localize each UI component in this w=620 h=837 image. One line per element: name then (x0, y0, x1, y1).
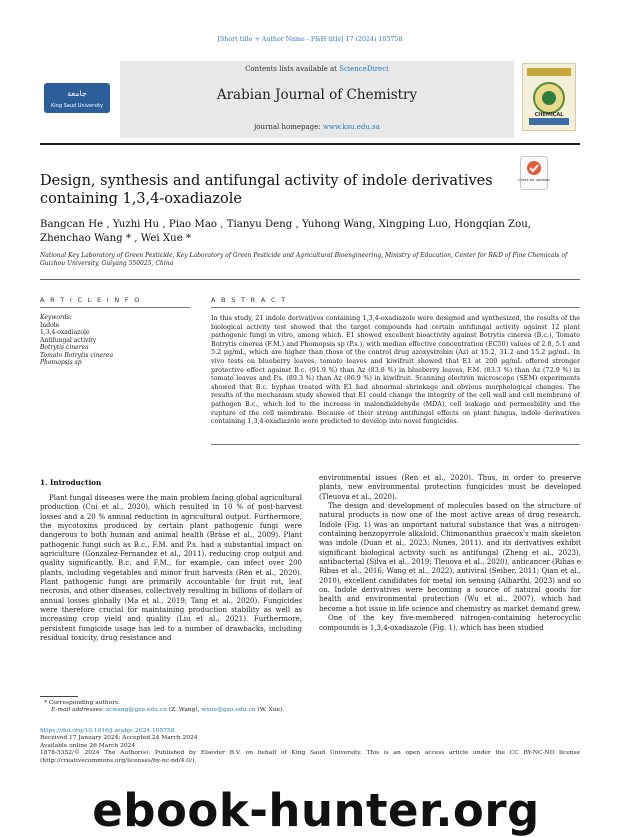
paragraph: Plant fungal diseases were the main problem facing global agricultural production (Cui et al., 2020), which resulted in 10 % of post-harvest losses and a 20 % annual reduction in agricultural output. Furthermore, the mycotoxins produced by certain plant pathogenic fungi were dangerous to both human and animal health (Bräse et al., 2009). Plant pathogenic fungi such as B.c., F.M. and P.s. had a substantial impact on agriculture (Gonzalez-Fernandez et al., 2011). reducing crop output and quality significantly. B.c. and F.M., for example, can infect over 200 plants, including vegetables and minor fruit harvests (Ren et al., 2020). Plant pathogenic fungi are primarily accountable for fruit rot, leaf necrosis, and other diseases, collectively resulting in billions of dollars of annual losses globally (Ma et al., 2019; Tang et al., 2020). Fungicides were therefore crucial for maintaining production stability as well as increasing crop yield and quality (Liu et al., 2021). Furthermore, persistent fungicide usage has led to a number of drawbacks, including residual toxicity, drug resistance and (40, 494, 302, 643)
keywords-label: Keywords: (40, 314, 72, 321)
keyword: Indole (40, 321, 60, 329)
sciencedirect-link[interactable]: ScienceDirect (339, 65, 389, 73)
abstract-end-rule (211, 444, 580, 445)
affiliation: National Key Laboratory of Green Pesticide, Key Laboratory of Green Pesticide and Agricultural Bioengineering, Ministry of Education, Center for R&D of Fine Chemicals of Guizhou University, Guiyang 550025, China (40, 252, 568, 267)
author-list (40, 218, 570, 246)
contents-line: Contents lists available at ScienceDirect (245, 65, 389, 73)
corresponding-note: * Corresponding authors. (44, 700, 120, 706)
abstract-text: In this study, 21 indole derivatives containing 1,3,4-oxadiazole were designed and synthesized, the results of the biological activity test showed that the target compounds had certain antifungal activity against 12 plant pathogenic fungi in vitro, among which. E1 showed excellent bioactivity against Botrytis cinerea (B.c.), Tomato Botrytis cinerea (F.M.) and Phomopsis sp (P.s.), with median effective concentration (EC50) values of 2.8, 5.1 and 5.2 μg/mL, which are higher than those of the control drug azoxystrobin (Az) at 15.2, 31.2 and 15.2 μg/mL. In vivo tests on blueberry leaves, tomato leaves and kiwifruit showed that E1 at 200 μg/mL offered stronger protective effect against B.c. (91.9 %) than Az (83.8 %) in blueberry leaves, F.M. (83.3 %) than Az (72.9 %) in tomato leaves and P.s. (89.3 %) than Az (86.9 %) in kiwifruit. Scanning electron microscope (SEM) experiments showed that B.c. hyphae treated with E1 had abnormal shrinkage and obvious morphological changes. The results of the mechanism study showed that E1 could change the integrity of the cell wall and cell membrane of pathogen B.c., which led to the increase in malondialdehyde (MDA), cell leakage and permeability and the rupture of the cell membrane. Because of their strong antifungal effects on plant fungus, indole derivatives containing 1,3,4-oxadiazole were predicted to develop into novel fungicides. (211, 314, 580, 426)
abstract-heading: A B S T R A C T (211, 296, 287, 304)
watermark: ebook-hunter.org (92, 784, 540, 837)
keyword: Tomato Botrytis cinerea (40, 351, 114, 359)
authors-line-2: Zhenchao Wang * , Wei Xue * (40, 233, 192, 244)
available-online: Available online 26 March 2024 (40, 742, 136, 749)
doi-link[interactable]: https://doi.org/10.1016/j.arabjc.2024.105758 (40, 728, 175, 734)
paragraph: The design and development of molecules based on the structure of natural products is now one of the most active areas of drug research. Indole (Fig. 1) was an important natural substance that was a nitrogen-containing benzopyrrole alkaloid. Chimonanthus praecox's main skeleton was indole (Duan et al., 2023; Nunes, 2011). and its derivatives exhibit significant biological activity such as antifungal (Zheng et al., 2023), antibacterial (Silva et al., 2019; Tleuova et al., 2020), anticancer (Ribas e Ribas et al., 2016; Wang et al., 2022), antiviral (Seiber, 2011; Qian et al., 2010), excellent candidates for metal ion sensing (Alharthi, 2023) and so on. Indole derivatives were becoming a source of natural goods for health and environmental protection (Wu et al., 2007), which had become a hot issue in life science and chemistry as market demand grew. (319, 502, 581, 613)
received-accepted: Received 17 January 2024; Accepted 24 March 2024 (40, 735, 198, 742)
journal-cover (518, 61, 580, 138)
cover-image (522, 63, 576, 131)
running-head: [Short title + Author Name - P&H title] 17 (2024) 105758 (217, 36, 403, 43)
university-logo (40, 61, 118, 138)
homepage-line: journal homepage: www.ksu.edu.sa (254, 123, 380, 131)
keywords-block (40, 314, 190, 367)
svg-text:جامعة: جامعة (67, 89, 87, 98)
journal-banner (120, 61, 514, 138)
university-logo-text: King Saud University (51, 103, 103, 109)
article-dates (40, 728, 580, 765)
abstract-rule (211, 307, 580, 308)
homepage-link[interactable]: www.ksu.edu.sa (322, 123, 380, 131)
keyword: 1,3,4-oxadiazole (40, 329, 90, 336)
footnotes (44, 700, 584, 715)
intro-right-column (319, 474, 581, 633)
email-line: E-mail addresses: zcwang@gzu.edu.cn (Z. Wang), wxue@gzu.edu.cn (W. Xue). (51, 707, 285, 714)
article-info-heading: A R T I C L E I N F O (40, 296, 142, 304)
email-link[interactable]: zcwang@gzu.edu.cn (105, 707, 167, 714)
keyword: Phomopsis sp (40, 359, 82, 366)
check-for-updates-badge[interactable] (520, 156, 548, 190)
header-rule (40, 143, 580, 145)
keyword: Botrytis cinerea (40, 344, 89, 351)
university-logo-icon (44, 83, 110, 113)
article-title: Design, synthesis and antifungal activity of indole derivatives containing 1,3,4-oxadiazole (40, 173, 493, 207)
paragraph: environmental issues (Ren et al., 2020). Thus, in order to preserve plants, new environmental protection fungicides must be developed (Tleuova et al., 2020). (319, 474, 581, 501)
cover-text: CHEMICAL (534, 112, 564, 118)
authors-line-1: Bangcan He , Yuzhi Hu , Piao Mao , Tianyu Deng , Yuhong Wang, Xingping Luo, Hongqian Zou, (40, 219, 532, 230)
paragraph: One of the key five-membered nitrogen-containing heterocyclic compounds is 1,3,4-oxadiazole (Fig. 1), which has been studied (319, 614, 581, 632)
journal-header (40, 61, 580, 138)
email-link[interactable]: wxue@gzu.edu.cn (201, 707, 256, 714)
article-info-rule (40, 307, 190, 308)
footnote-rule (40, 696, 78, 697)
section-heading-introduction: 1. Introduction (40, 478, 102, 487)
keyword: Antifungal activity (40, 336, 97, 344)
journal-title: Arabian Journal of Chemistry (216, 87, 418, 103)
intro-left-column (40, 494, 302, 644)
license-note: 1878-5352/© 2024 The Author(s). Published by Elsevier B.V. on behalf of King Saud University. This is an open access article under the CC BY-NC-ND license (http://creativecommons.org/licenses/by-nc-nd/4.0/). (40, 750, 580, 764)
check-updates-label: Check for updates (518, 178, 550, 182)
divider (40, 279, 580, 280)
